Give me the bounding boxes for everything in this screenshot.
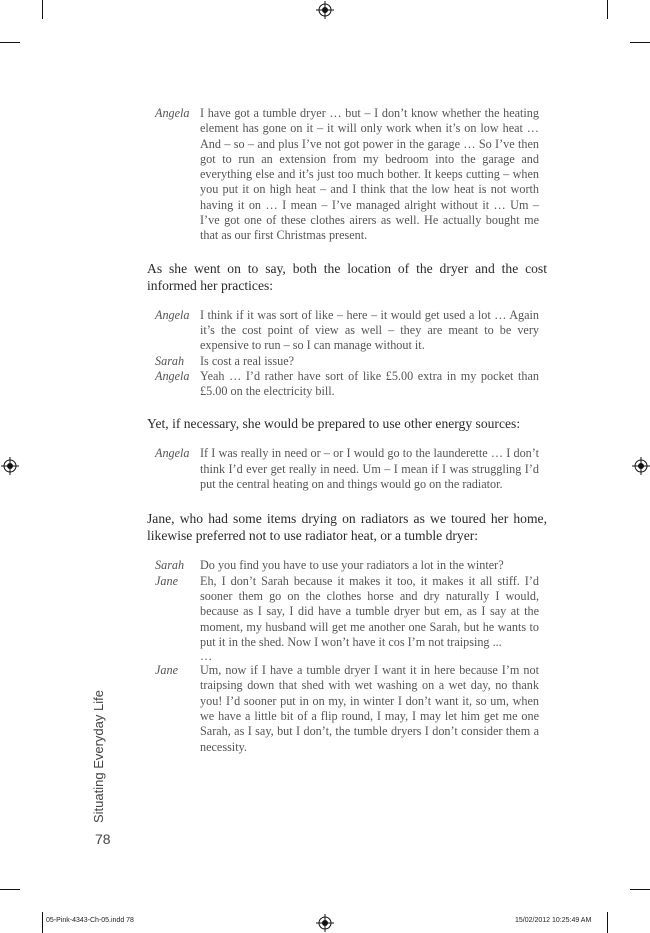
speech-text: I think if it was sort of like – here – it would get used a lot … Again it’s the cost point of view as well – they are meant to be very expensive to run – so I can manage without it. [200, 307, 539, 353]
transcript-block [147, 106, 547, 244]
speaker-name: Angela [155, 368, 190, 383]
speaker-name: Jane [155, 663, 179, 678]
speech-text: Yeah … I’d rather have sort of like £5.00 extra in my pocket than £5.00 on the electricity bill. [200, 368, 539, 399]
transcript-turn [147, 558, 547, 573]
transcript-turn [147, 308, 547, 354]
speaker-name: Jane [155, 573, 179, 588]
speech-text: I have got a tumble dryer … but – I don’t know whether the heating element has gone on it – it will only work when it’s on low heat … And – so – and plus I’ve not got power in the garage … So I’ve then got to run an extension from my bedroom into the garage and everything else and it’s just too much bother. It keeps cutting – when you put it on high heat – and I think that the low heat is not worth having it on … I mean – I’ve managed alright without it … Um – I’ve got one of these clothes airers as well. He actually bought me that as our first Christmas present. [200, 106, 539, 243]
crop-mark [607, 0, 608, 19]
transcript-block [147, 308, 547, 400]
registration-mark-icon [316, 1, 334, 19]
page-number: 78 [95, 831, 111, 847]
registration-mark-icon [632, 457, 650, 475]
speaker-name: Angela [155, 446, 190, 461]
speech-text: Eh, I don’t Sarah because it makes it too, it makes it all stiff. I’d sooner them go on the clothes horse and dry naturally I would, because as I say, I did have a tumble dryer but em, as I say at the moment, my husband will get me another one Sarah, but he wants to put it in the shed. Now I won’t have it cos I’m not traipsing ... [200, 573, 539, 649]
transcript-turn [147, 369, 547, 400]
transcript-turn [147, 663, 547, 755]
registration-mark-icon [1, 457, 19, 475]
transcript-block [147, 446, 547, 492]
transcript-block [147, 558, 547, 755]
speaker-name: Sarah [155, 558, 185, 573]
body-paragraph: Yet, if necessary, she would be prepared to use other energy sources: [147, 416, 521, 432]
transcript-turn [147, 106, 547, 244]
speaker-name: Sarah [155, 353, 185, 368]
crop-mark [630, 889, 650, 890]
body-paragraph: As she went on to say, both the location of the dryer and the cost informed her practices: [147, 260, 547, 293]
running-title: Situating Everyday Life [91, 690, 106, 823]
crop-mark [42, 0, 43, 19]
crop-mark [607, 912, 608, 933]
speech-text: If I was really in need or – or I would go to the launderette … I don’t think I’d ever get really in need. Um – I mean if I was struggling I’d put the central heating on and things would go on the radiator. [200, 446, 539, 492]
crop-mark [0, 42, 20, 43]
registration-mark-icon [316, 914, 334, 932]
speech-text: Um, now if I have a tumble dryer I want it in here because I’m not traipsing down that shed with wet washing on a wet day, no thank you! I’d sooner put in on my, in winter I don’t want it, so um, when we have a little bit of a flip round, I may, I may let him get me one Sarah, as I say, but I don’t, the tumble dryers I don’t consider them a necessity. [200, 663, 539, 754]
transcript-turn [147, 354, 547, 369]
speech-text: Do you find you have to use your radiators a lot in the winter? [200, 558, 504, 573]
crop-mark [630, 42, 650, 43]
transcript-turn [147, 574, 547, 650]
crop-mark [42, 912, 43, 933]
speaker-name: Angela [155, 307, 190, 322]
slug-datetime: 15/02/2012 10:25:49 AM [515, 917, 592, 924]
speech-text: Is cost a real issue? [200, 353, 295, 368]
slug-file: 05-Pink-4343-Ch-05.indd 78 [46, 917, 134, 924]
body-paragraph: Jane, who had some items drying on radiators as we toured her home, likewise preferred not to use radiator heat, or a tumble dryer: [147, 511, 547, 544]
transcript-ellipsis: … [200, 649, 213, 664]
page-content [147, 106, 547, 755]
crop-mark [0, 889, 20, 890]
speaker-name: Angela [155, 106, 190, 120]
transcript-turn [147, 446, 547, 492]
